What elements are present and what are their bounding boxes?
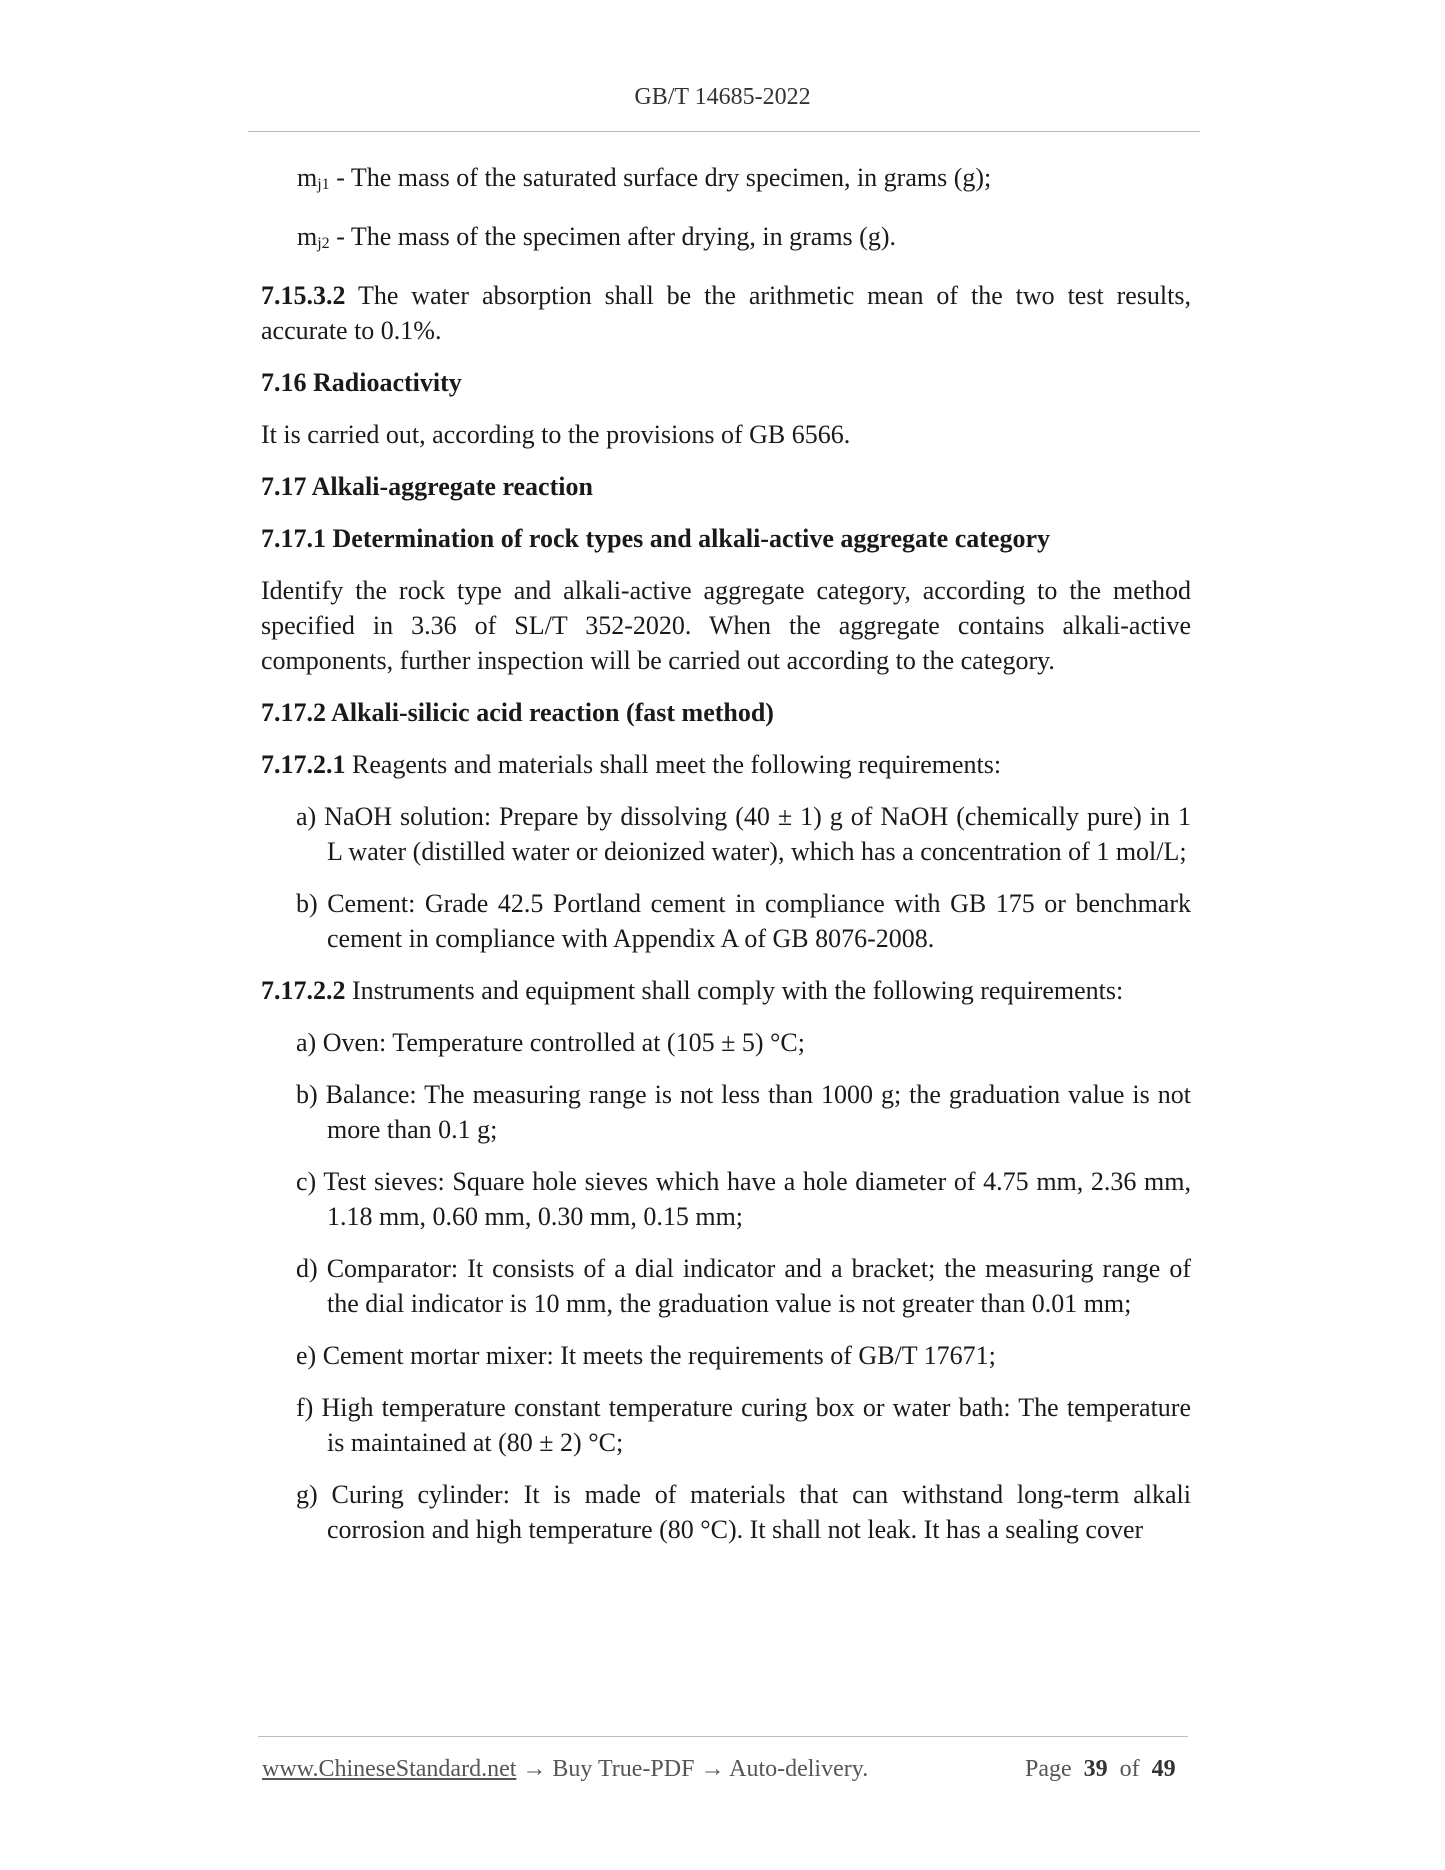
list-item: e) Cement mortar mixer: It meets the requirements of GB/T 17671; (296, 1341, 996, 1370)
heading-7-17-1: 7.17.1 Determination of rock types and alkali-active aggregate category (261, 524, 1051, 553)
list-item: g) Curing cylinder: It is made of materials that can withstand long-term alkali corrosion and high temperature (80 °C). It shall not leak. It has a sealing cover (296, 1480, 1191, 1544)
list-item: d) Comparator: It consists of a dial indicator and a bracket; the measuring range of the dial indicator is 10 mm, the graduation value is not greater than 0.01 mm; (296, 1254, 1191, 1318)
clause-7-17-2-1: 7.17.2.1 Reagents and materials shall meet the following requirements: (261, 750, 1002, 779)
clause-7-15-3-2: 7.15.3.2 The water absorption shall be the arithmetic mean of the two test results, accurate to 0.1%. (261, 281, 1191, 345)
footer-tagline: → Buy True-PDF → Auto-delivery. (516, 1756, 869, 1782)
footer-rule (258, 1736, 1188, 1737)
header-rule (248, 131, 1200, 132)
list-item: f) High temperature constant temperature curing box or water bath: The temperature is maintained at (80 ± 2) °C; (296, 1393, 1191, 1457)
variable-definition: mj1 - The mass of the saturated surface dry specimen, in grams (g); (297, 163, 992, 193)
heading-7-17: 7.17 Alkali-aggregate reaction (261, 472, 593, 501)
website-link[interactable]: www.ChineseStandard.net (262, 1756, 517, 1782)
page-header: GB/T 14685-2022 (634, 84, 811, 110)
heading-7-17-2: 7.17.2 Alkali-silicic acid reaction (fast method) (261, 698, 774, 727)
list-item: b) Cement: Grade 42.5 Portland cement in compliance with GB 175 or benchmark cement in compliance with Appendix A of GB 8076-2008. (296, 889, 1191, 953)
paragraph: Identify the rock type and alkali-active aggregate category, according to the method specified in 3.36 of SL/T 352-2020. When the aggregate contains alkali-active components, further inspection will be carried out according to the category. (261, 576, 1191, 675)
list-item: c) Test sieves: Square hole sieves which have a hole diameter of 4.75 mm, 2.36 mm, 1.18 mm, 0.60 mm, 0.30 mm, 0.15 mm; (296, 1167, 1191, 1231)
list-item: b) Balance: The measuring range is not less than 1000 g; the graduation value is not more than 0.1 g; (296, 1080, 1191, 1144)
heading-7-16: 7.16 Radioactivity (261, 368, 462, 397)
footer-promo (262, 1756, 868, 1783)
clause-7-17-2-2: 7.17.2.2 Instruments and equipment shall comply with the following requirements: (261, 976, 1124, 1005)
list-item: a) Oven: Temperature controlled at (105 ± 5) °C; (296, 1028, 805, 1057)
page-content (261, 160, 1191, 1547)
variable-definition: mj2 - The mass of the specimen after drying, in grams (g). (297, 222, 896, 252)
paragraph: It is carried out, according to the provisions of GB 6566. (261, 420, 851, 449)
page-number: Page 39 of 49 (1025, 1756, 1176, 1782)
list-item: a) NaOH solution: Prepare by dissolving (40 ± 1) g of NaOH (chemically pure) in 1 L water (distilled water or deionized water), which has a concentration of 1 mol/L; (296, 802, 1191, 866)
